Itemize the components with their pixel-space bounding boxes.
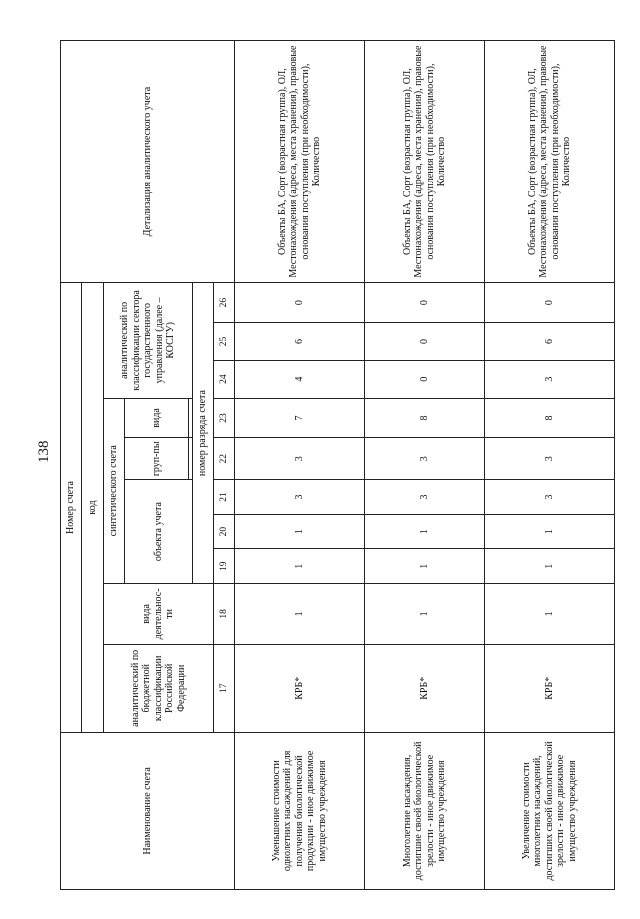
budget-cell: КРБ* xyxy=(365,644,485,732)
budget-classification-header: аналитический по бюджетной классификации Российской Федерации xyxy=(103,644,214,732)
digit-cell: 1 xyxy=(485,549,615,584)
digit-number-header: номер разряда счета xyxy=(193,283,214,584)
account-name-cell: Многолетние насаждения, достигшие своей биологической зрелости - иное движимое имущество учреждения xyxy=(365,732,485,889)
kosgu-cell: 0 xyxy=(485,283,615,323)
kind-header: вида xyxy=(125,398,188,438)
column-number: 19 xyxy=(214,549,235,584)
code-header: код xyxy=(82,283,103,733)
detail-cell: Объекты БА, Сорт (возрастная группа), ОЛ, Местонахождения (адреса, места хранения), правовые основания поступления (при необходимости), Количество xyxy=(485,41,615,283)
digit-cell: 3 xyxy=(365,480,485,515)
digit-cell: 1 xyxy=(235,514,365,549)
table-row xyxy=(235,41,365,890)
budget-cell: КРБ* xyxy=(235,644,365,732)
digit-cell: 1 xyxy=(235,549,365,584)
column-number: 21 xyxy=(214,480,235,515)
kosgu-cell: 6 xyxy=(235,323,365,361)
kosgu-cell: 0 xyxy=(365,360,485,398)
column-number: 18 xyxy=(214,583,235,644)
kosgu-cell: 3 xyxy=(485,360,615,398)
page-number: 138 xyxy=(36,440,52,464)
kind-cell: 8 xyxy=(365,398,485,438)
digit-cell: 1 xyxy=(365,549,485,584)
column-number: 24 xyxy=(214,360,235,398)
digit-cell: 1 xyxy=(365,514,485,549)
table-row xyxy=(365,41,485,890)
kosgu-cell: 0 xyxy=(365,283,485,323)
account-name-cell: Увеличение стоимости многолетних насаждений, достигших своей биологической зрелости - иное движимое имущество учреждения xyxy=(485,732,615,889)
account-name-header: Наименование счета xyxy=(61,732,235,889)
kosgu-cell: 4 xyxy=(235,360,365,398)
group-cell: 3 xyxy=(485,438,615,480)
activity-cell: 1 xyxy=(235,583,365,644)
kind-cell: 7 xyxy=(235,398,365,438)
column-number: 23 xyxy=(214,398,235,438)
column-number: 20 xyxy=(214,514,235,549)
activity-cell: 1 xyxy=(485,583,615,644)
account-number-header: Номер счета xyxy=(61,283,82,733)
column-number: 22 xyxy=(214,438,235,480)
rotated-table-page xyxy=(60,20,630,890)
budget-cell: КРБ* xyxy=(485,644,615,732)
header-row-1 xyxy=(61,41,82,890)
kind-cell: 8 xyxy=(485,398,615,438)
synthetic-header: синтетического счета xyxy=(103,398,124,583)
accounts-table xyxy=(60,40,615,890)
activity-type-header: вида деятельнос-ти xyxy=(103,583,214,644)
group-header: груп-пы xyxy=(125,438,188,480)
detail-cell: Объекты БА, Сорт (возрастная группа), ОЛ, Местонахождения (адреса, места хранения), правовые основания поступления (при необходимости), Количество xyxy=(365,41,485,283)
column-number: 17 xyxy=(214,644,235,732)
kosgu-header: аналитический по классификации сектора государственного управления (далее – КОСГУ) xyxy=(103,283,192,398)
account-name-cell: Уменьшение стоимости однолетних насаждений для получения биологической продукции - иное движимое имущество учреждения xyxy=(235,732,365,889)
table-row xyxy=(485,41,615,890)
kosgu-cell: 6 xyxy=(485,323,615,361)
column-number: 25 xyxy=(214,323,235,361)
kosgu-cell: 0 xyxy=(365,323,485,361)
detail-cell: Объекты БА, Сорт (возрастная группа), ОЛ, Местонахождения (адреса, места хранения), правовые основания поступления (при необходимости), Количество xyxy=(235,41,365,283)
digit-cell: 3 xyxy=(485,480,615,515)
column-number: 26 xyxy=(214,283,235,323)
activity-cell: 1 xyxy=(365,583,485,644)
kosgu-cell: 0 xyxy=(235,283,365,323)
digit-cell: 1 xyxy=(485,514,615,549)
group-cell: 3 xyxy=(365,438,485,480)
digit-cell: 3 xyxy=(235,480,365,515)
group-cell: 3 xyxy=(235,438,365,480)
account-object-header: объекта учета xyxy=(125,480,193,584)
analytics-detail-header: Детализация аналитического учета xyxy=(61,41,235,283)
